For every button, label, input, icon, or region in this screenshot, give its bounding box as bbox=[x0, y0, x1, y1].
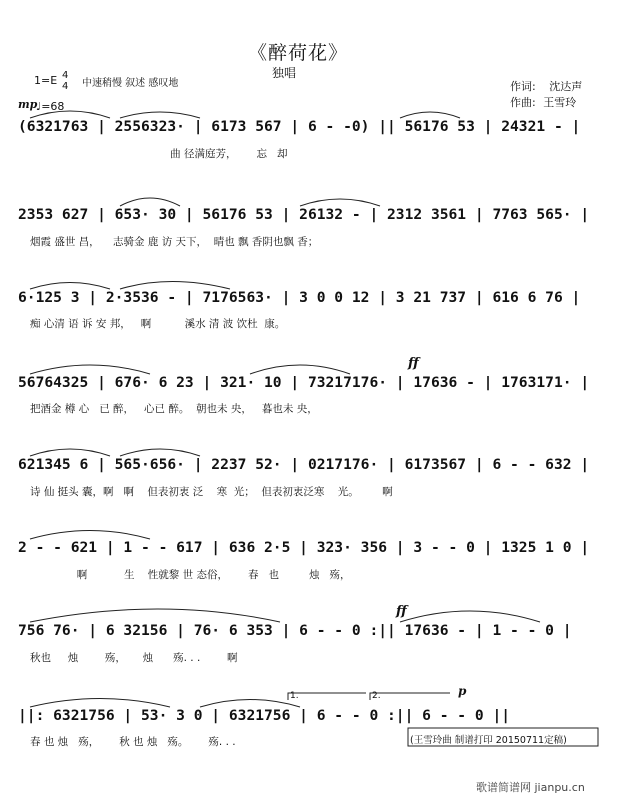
notation-line-8: ||: 6321756 | 53· 3 0 | 6321756 | 6 - - 0 :|| 6 - - 0 || bbox=[18, 707, 511, 724]
slur bbox=[120, 198, 180, 206]
notation-line-2: 2353 627 | 653· 30 | 56176 53 | 26132 - | 2312 3561 | 7763 565· | bbox=[18, 206, 590, 223]
slur bbox=[30, 449, 110, 456]
footer-note: (王雪玲曲 制谱打印 20150711定稿) bbox=[410, 735, 567, 746]
volta-2-label: 2. bbox=[372, 691, 381, 701]
footer-note-frame bbox=[408, 728, 598, 746]
key-signature: 1=E bbox=[34, 74, 58, 87]
lyrics-line-3: 痴 心清 语 诉 安 邦， 啊 溪水 清 波 饮杜 康。 bbox=[30, 318, 286, 330]
slur bbox=[30, 283, 110, 290]
slur bbox=[30, 699, 170, 708]
slur bbox=[120, 112, 200, 118]
slur bbox=[400, 112, 460, 118]
lyrics-line-4: 把酒金 樽 心 已 醉， 心已 醉。 朝也未 央， 暮也未 央， bbox=[30, 403, 318, 415]
slur bbox=[120, 282, 230, 290]
lyrics-line-6: 啊 生 性就黎 世 态俗， 春 也 烛 殇， bbox=[30, 569, 351, 581]
composer-name: 王雪玲 bbox=[543, 96, 577, 109]
volta-1-label: 1. bbox=[290, 691, 299, 701]
slur bbox=[300, 199, 380, 206]
time-signature-top: 4 bbox=[62, 70, 69, 81]
lyrics-line-1: 曲 径满庭芳， 忘 却 bbox=[30, 148, 288, 160]
volta-1-bracket bbox=[288, 693, 366, 700]
lyricist-name: 沈达声 bbox=[549, 80, 583, 93]
time-signature-bottom: 4 bbox=[62, 81, 69, 92]
tempo-marking: 中速稍慢 叙述 感叹地 bbox=[82, 78, 179, 89]
lyrics-line-7: 秋也 烛 殇， 烛 殇. . . 啊 bbox=[30, 652, 238, 664]
song-title: 《醉荷花》 bbox=[248, 42, 349, 64]
lyrics-line-8: 春 也 烛 殇， 秋 也 烛 殇。 殇. . . bbox=[30, 736, 236, 748]
slur bbox=[30, 111, 110, 118]
volta-2-bracket bbox=[370, 693, 450, 700]
lyricist-label: 作词: bbox=[510, 80, 536, 93]
site-watermark: 歌谱简谱网 jianpu.cn bbox=[476, 781, 585, 794]
lyrics-line-2: 烟霞 盛世 昌， 志骑金 鹿 访 天下， 晴也 飘 香阴也飘 香； bbox=[30, 236, 319, 248]
slur bbox=[250, 365, 350, 374]
notation-line-1: (6321763 | 2556323· | 6173 567 | 6 - -0) || 56176 53 | 24321 - | bbox=[18, 118, 581, 135]
slur bbox=[30, 531, 150, 540]
notation-line-5: 621345 6 | 565·656· | 2237 52· | 0217176· | 6173567 | 6 - - 632 | bbox=[18, 456, 590, 473]
slur bbox=[400, 611, 540, 622]
notation-line-7: 756 76· | 6 32156 | 76· 6 353 | 6 - - 0 :|| 17636 - | 1 - - 0 | bbox=[18, 622, 572, 639]
composer-label: 作曲: bbox=[510, 96, 536, 109]
metronome-mark: ♩=68 bbox=[36, 100, 65, 113]
dynamic-p-end: p bbox=[458, 684, 467, 698]
lyrics-line-5: 诗 仙 挺头 囊，啊 啊 但表初衷 泛 寒 光； 但表初衷泛寒 光。 啊 bbox=[30, 486, 393, 498]
dynamic-ff-2: ff bbox=[396, 604, 407, 619]
notation-line-4: 56764325 | 676· 6 23 | 321· 10 | 73217176· | 17636 - | 1763171· | bbox=[18, 374, 590, 391]
slur bbox=[30, 609, 280, 622]
song-subtitle: 独唱 bbox=[272, 66, 297, 80]
dynamic-ff-1: ff bbox=[408, 356, 419, 371]
notation-line-6: 2 - - 621 | 1 - - 617 | 636 2·5 | 323· 356 | 3 - - 0 | 1325 1 0 | bbox=[18, 539, 590, 556]
slur bbox=[200, 700, 300, 708]
slur bbox=[30, 365, 150, 374]
notation-line-3: 6·125 3 | 2·3536 - | 7176563· | 3 0 0 12 | 3 21 737 | 616 6 76 | bbox=[18, 289, 581, 306]
dynamic-mp: mp bbox=[18, 98, 38, 111]
slur bbox=[120, 449, 200, 456]
